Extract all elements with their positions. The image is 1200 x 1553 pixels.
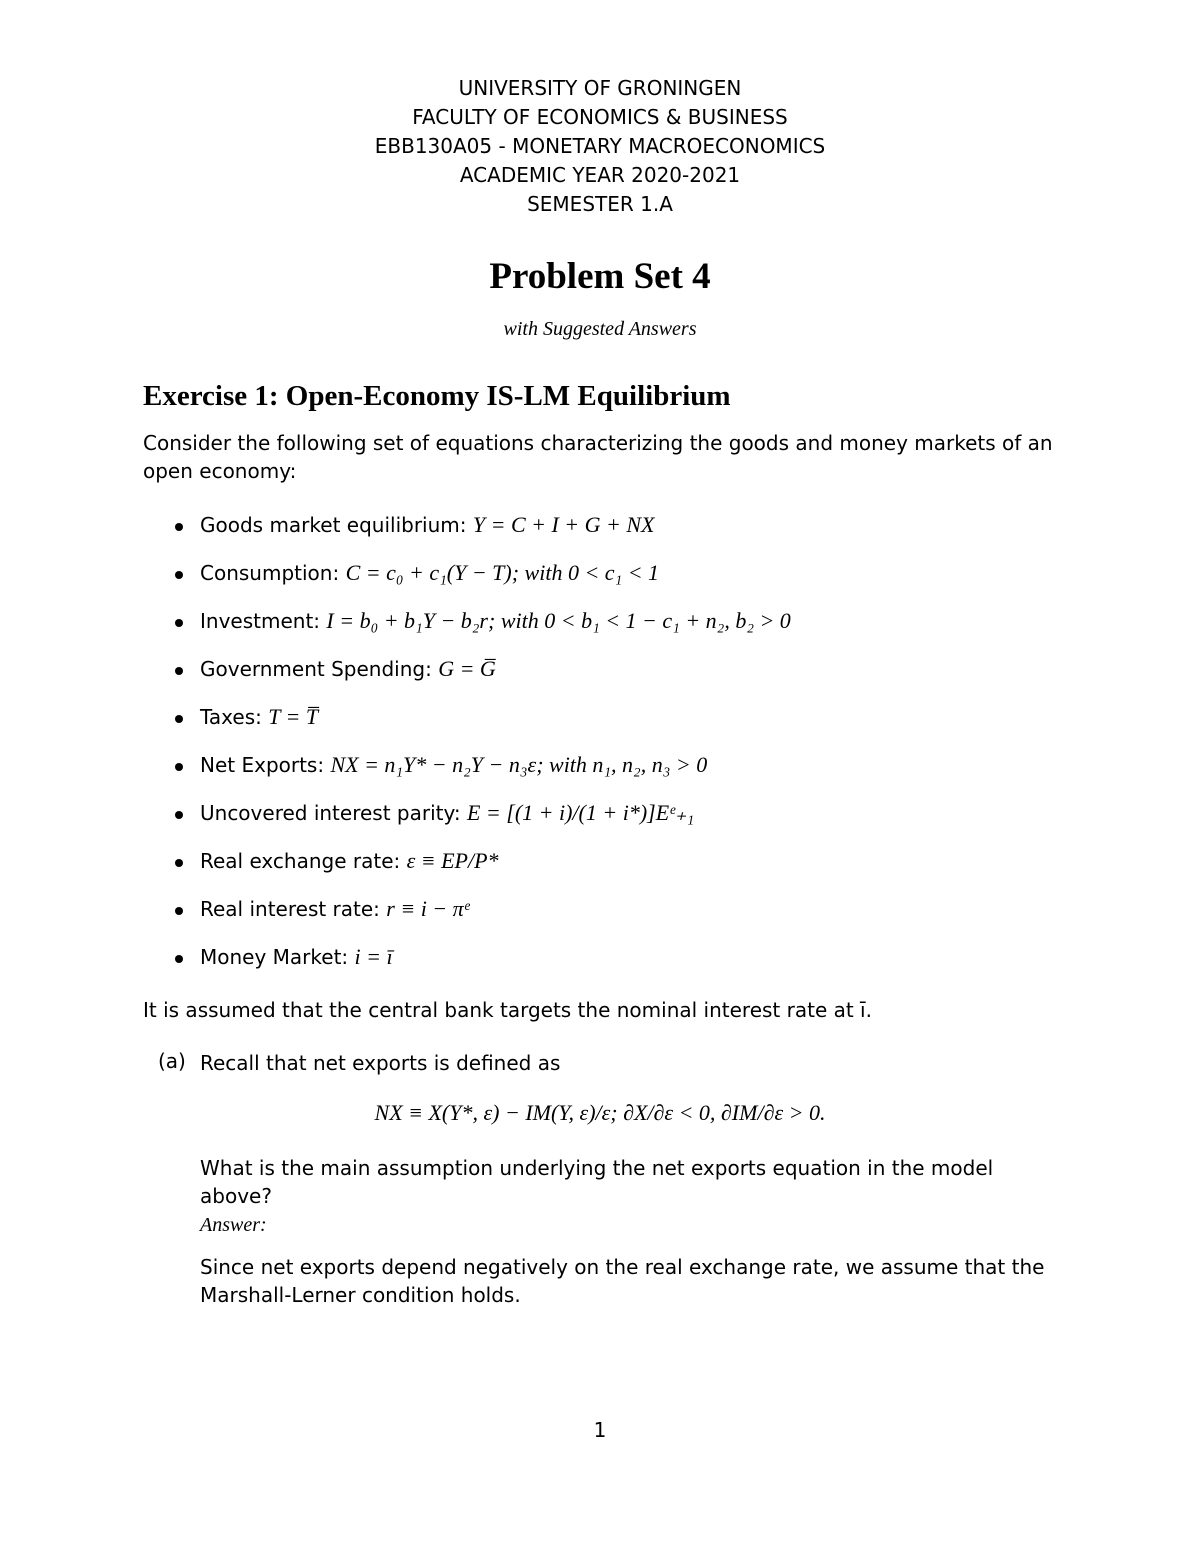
list-item <box>175 893 791 941</box>
list-item <box>175 509 791 557</box>
exercise-heading: Exercise 1: Open-Economy IS-LM Equilibrium <box>143 380 731 412</box>
equation-formula: C = c₀ + c₁(Y − T); with 0 < c₁ < 1 <box>345 560 660 585</box>
semester: SEMESTER 1.A <box>527 192 673 216</box>
list-item <box>175 941 791 989</box>
bullet-icon <box>175 763 183 771</box>
equation-formula: G = G̅ <box>438 656 496 681</box>
exercise-intro: Consider the following set of equations characterizing the goods and money markets of an open economy: <box>143 431 1053 483</box>
equation-label: Goods market equilibrium: <box>200 513 467 537</box>
university-name: UNIVERSITY OF GRONINGEN <box>458 76 742 100</box>
assumption-text: It is assumed that the central bank targets the nominal interest rate at ī. <box>143 998 872 1022</box>
document-header <box>0 74 1200 219</box>
equation-label: Money Market: <box>200 945 349 969</box>
equation-formula: NX = n₁Y* − n₂Y − n₃ε; with n₁, n₂, n₃ > 0 <box>330 752 708 777</box>
answer-text: Since net exports depend negatively on the real exchange rate, we assume that the Marshall-Lerner condition holds. <box>200 1255 1045 1307</box>
bullet-icon <box>175 571 183 579</box>
page-number: 1 <box>593 1418 607 1442</box>
equation-label: Uncovered interest parity: <box>200 801 461 825</box>
page-subtitle: with Suggested Answers <box>503 318 697 340</box>
equation-label: Investment: <box>200 609 321 633</box>
display-formula <box>0 1100 1200 1126</box>
academic-year: ACADEMIC YEAR 2020-2021 <box>459 163 741 187</box>
equation-label: Government Spending: <box>200 657 432 681</box>
bullet-icon <box>175 811 183 819</box>
list-item <box>175 749 791 797</box>
equation-formula: r ≡ i − πᵉ <box>386 896 470 921</box>
bullet-icon <box>175 667 183 675</box>
list-item <box>175 701 791 749</box>
page-title: Problem Set 4 <box>489 256 711 297</box>
list-item <box>175 845 791 893</box>
bullet-icon <box>175 907 183 915</box>
bullet-icon <box>175 859 183 867</box>
equation-formula: i = ī <box>354 944 393 969</box>
part-a-question: What is the main assumption underlying the net exports equation in the model above? <box>200 1156 994 1208</box>
net-exports-definition: NX ≡ X(Y*, ε) − IM(Y, ε)/ε; ∂X/∂ε < 0, ∂IM/∂ε > 0. <box>374 1100 826 1125</box>
part-a-text: Recall that net exports is defined as <box>200 1051 561 1075</box>
list-item <box>175 653 791 701</box>
list-item <box>175 605 791 653</box>
equation-label: Net Exports: <box>200 753 325 777</box>
equation-label: Consumption: <box>200 561 340 585</box>
part-marker: (a) <box>158 1049 186 1073</box>
list-item <box>175 557 791 605</box>
course-name: EBB130A05 - MONETARY MACROECONOMICS <box>374 134 826 158</box>
equation-formula: Y = C + I + G + NX <box>472 512 655 537</box>
answer-label: Answer: <box>200 1214 267 1236</box>
bullet-icon <box>175 523 183 531</box>
equation-formula: ε ≡ EP/P* <box>406 848 499 873</box>
faculty-name: FACULTY OF ECONOMICS & BUSINESS <box>412 105 788 129</box>
bullet-icon <box>175 955 183 963</box>
equation-formula: T = T̅ <box>268 704 319 729</box>
bullet-icon <box>175 619 183 627</box>
equation-formula: E = [(1 + i)/(1 + i*)]Eᵉ₊₁ <box>466 800 695 825</box>
equation-label: Taxes: <box>200 705 262 729</box>
list-item <box>175 797 791 845</box>
equation-label: Real exchange rate: <box>200 849 401 873</box>
bullet-icon <box>175 715 183 723</box>
equation-formula: I = b₀ + b₁Y − b₂r; with 0 < b₁ < 1 − c₁ + n₂, b₂ > 0 <box>326 608 791 633</box>
equation-label: Real interest rate: <box>200 897 380 921</box>
equation-list <box>175 509 791 989</box>
